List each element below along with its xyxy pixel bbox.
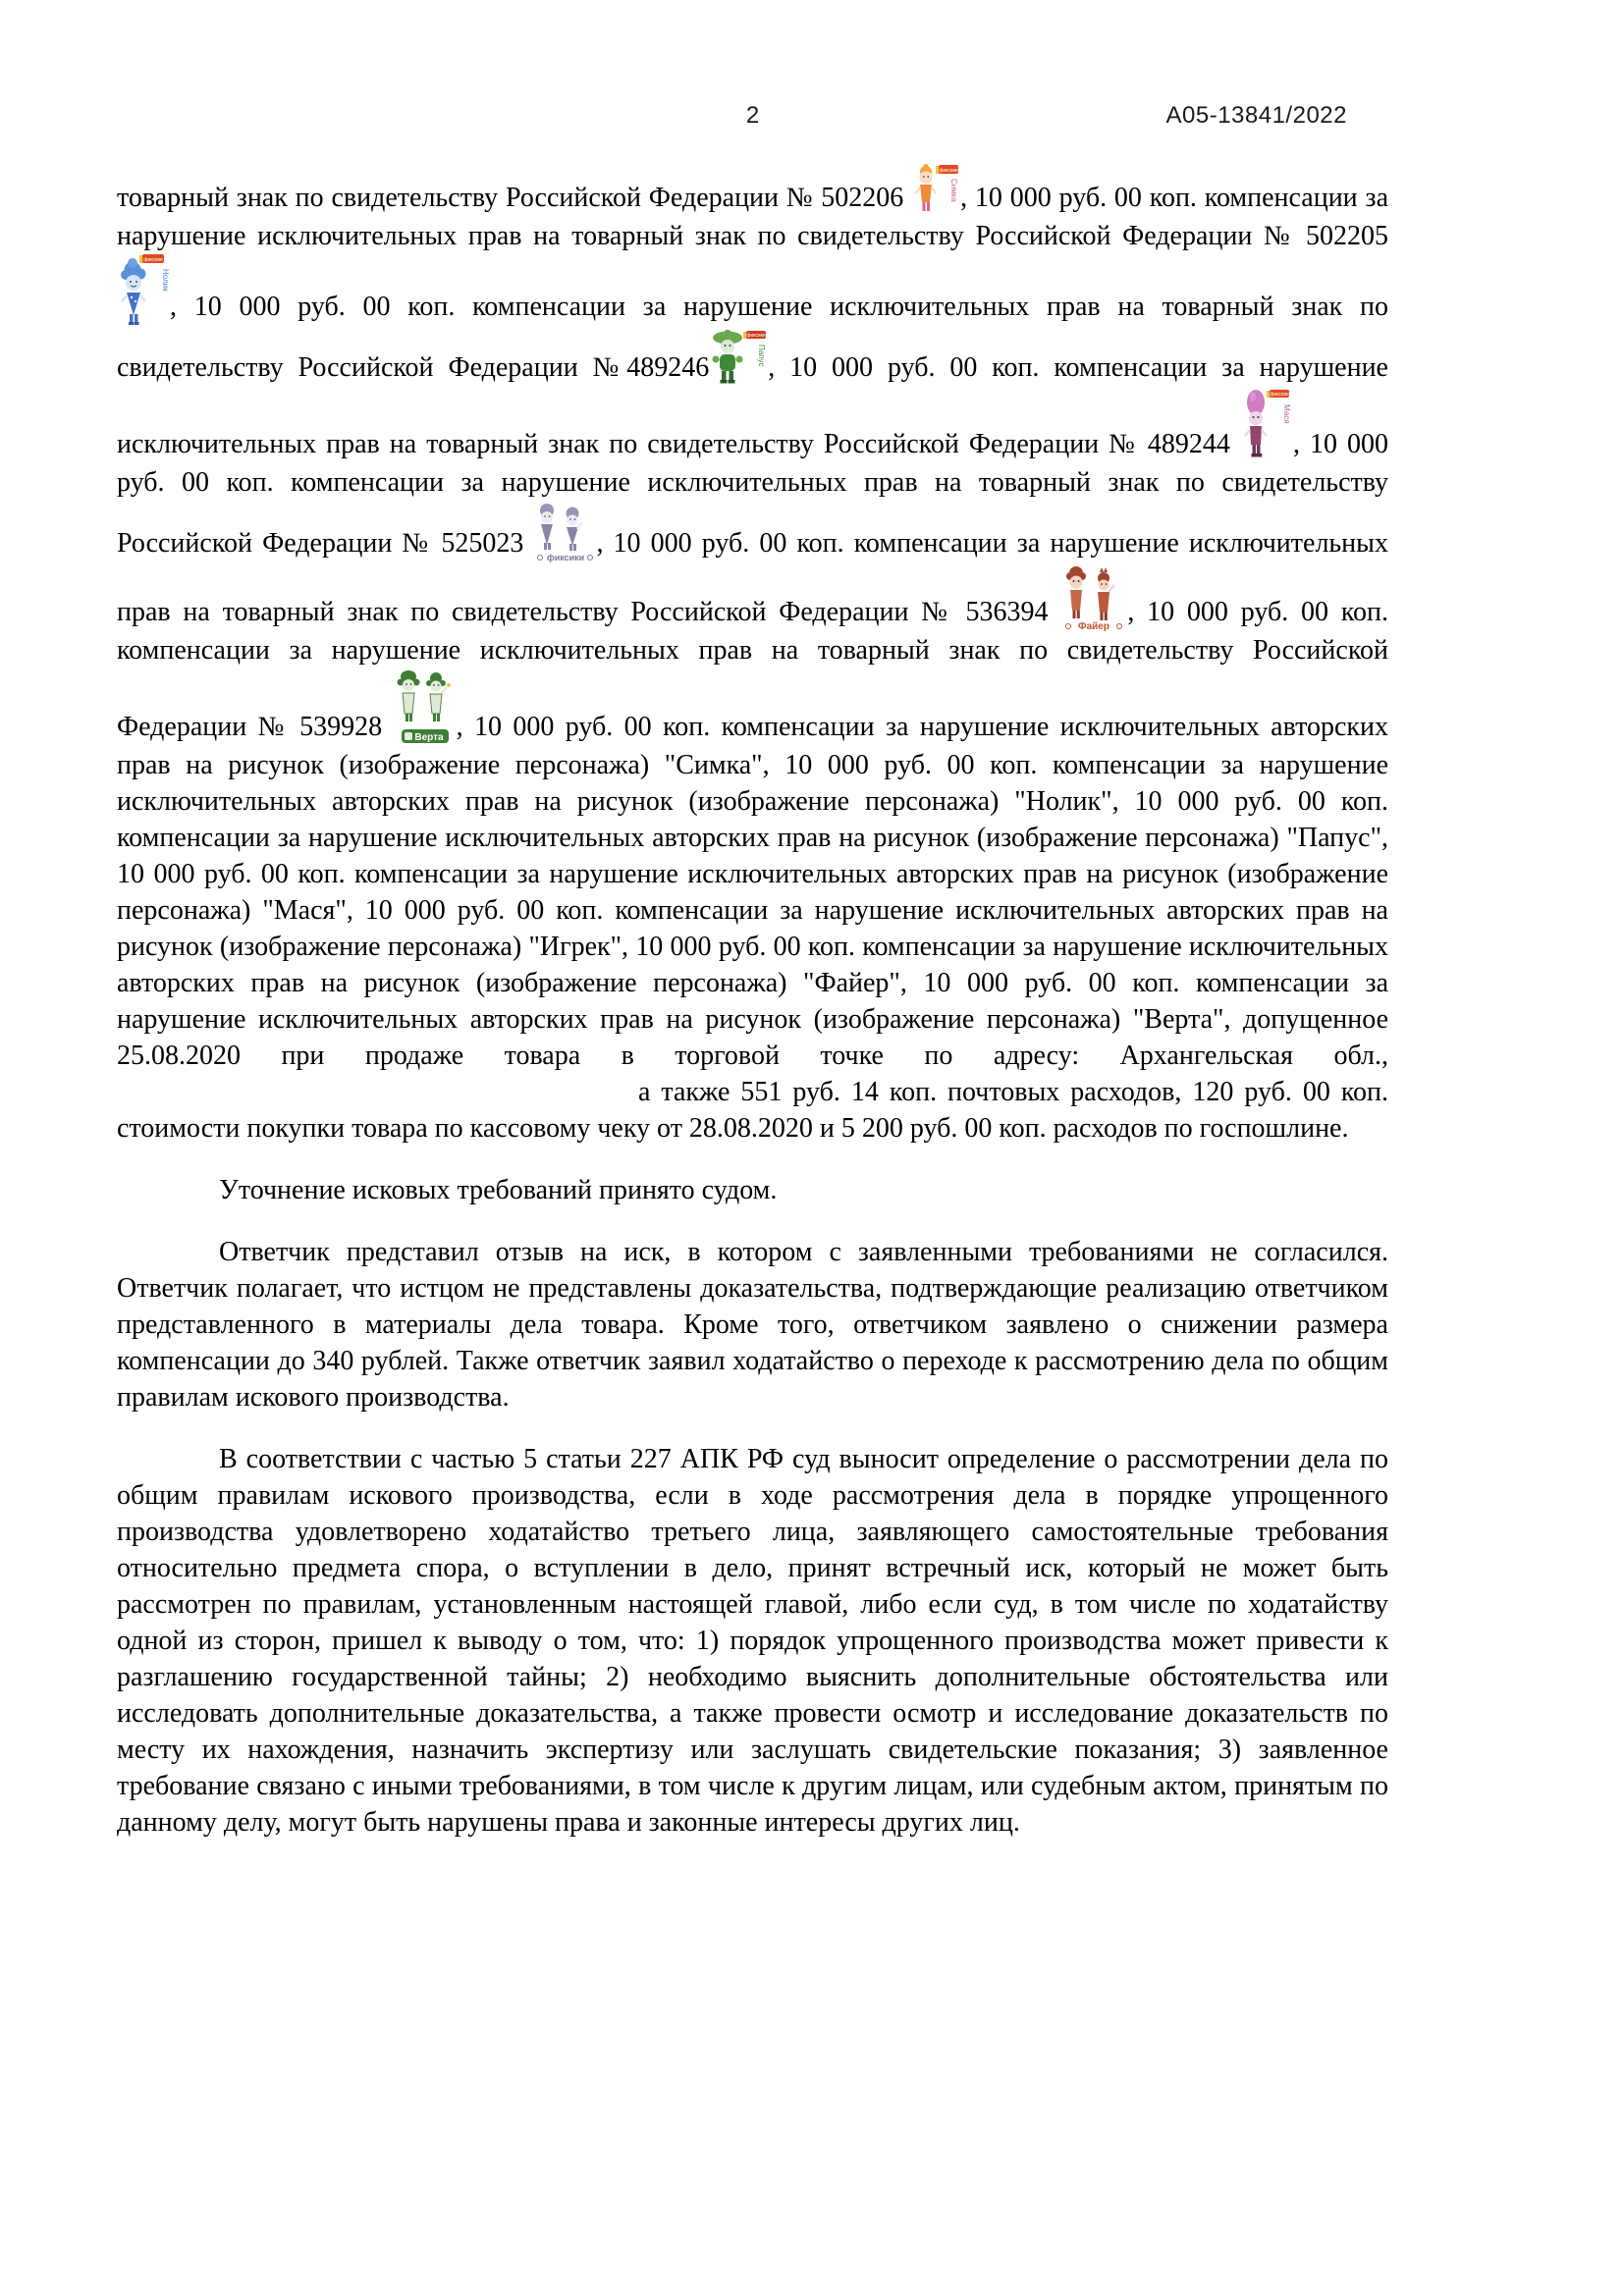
text-run: , 10 000 руб. 00 коп. компенсации за нарушение исключительных прав на товарный знак по свидетельству Российской Федерации № 539928 [117,597,1388,742]
paragraph-claims [117,163,1388,1147]
svg-text:Верта: Верта [413,732,444,743]
svg-text:Симка: Симка [949,179,959,202]
svg-text:Папус: Папус [757,345,767,367]
case-number: А05-13841/2022 [1165,102,1347,129]
fixies-duo-trademark-icon [533,501,596,563]
text-run: , 10 000 руб. 00 коп. компенсации за нарушение исключительных прав на товарный знак по свидетельству Российской Федерации № 489244 [117,352,1388,459]
paragraph-defendant-response: Ответчик представил отзыв на иск, в котором с заявленными требованиями не согласился. Ответчик полагает, что истцом не представлены доказательства, подтверждающие реализацию ответчиком представленного в материалы дела товара. Кроме того, ответчиком заявлено о снижении размера компенсации до 340 рублей. Также ответчик заявил ходатайство о переходе к рассмотрению дела по общим правилам искового производства. [117,1237,1388,1413]
fayer-duo-trademark-icon [1060,563,1127,632]
papus-trademark-icon [709,327,768,388]
svg-text:Мася: Мася [1281,404,1291,424]
paragraph-clarification: Уточнение исковых требований принято судом. [219,1175,778,1205]
verta-duo-trademark-icon [394,668,457,747]
text-run: товарный знак по свидетельству Российской Федерации № 502206 [117,183,912,213]
svg-text:фиксики: фиксики [143,257,163,263]
paragraph-apk-227: В соответствии с частью 5 статьи 227 АПК РФ суд выносит определение о рассмотрении дела по общим правилам искового производства, если в ходе рассмотрения дела в порядке упрощенного производства удовлетворено ходатайство третьего лица, заявляющего самостоятельные требования относительно предмета спора, о вступлении в дело, принят встречный иск, который не может быть рассмотрен по правилам, установленным настоящей главой, либо если суд, в том числе по ходатайству одной из сторон, пришел к выводу о том, что: 1) порядок упрощенного производства может привести к разглашению государственной тайны; 2) необходимо выяснить дополнительные обстоятельства или исследовать дополнительные доказательства, а также провести осмотр и исследование доказательств по месту их нахождения, назначить экспертизу или заслушать свидетельские показания; 3) заявленное требование связано с иными требованиями, в том числе к другим лицам, или судебным актом, принятым по данному делу, могут быть нарушены права и законные интересы других лиц. [117,1444,1388,1838]
redacted-address-gap [117,1098,627,1100]
document-body [117,163,1388,1841]
text-run: , 10 000 руб. 00 коп. компенсации за нарушение исключительных прав на товарный знак по свидетельству Российской Федерации №489246 [117,292,1388,383]
nolik-trademark-icon [117,254,170,327]
page-header [117,102,1388,135]
simka-trademark-icon [911,163,960,218]
svg-text:фиксики: фиксики [939,168,958,174]
text-run: , 10 000 руб. 00 коп. компенсации за нарушение исключительных авторских прав на рисунок (изображение персонажа) "Симка", 10 000 руб. 00 коп. компенсации за нарушение исключительных авторских прав на рисунок (изображение персонажа) "Нолик", 10 000 руб. 00 коп. компенсации за нарушение исключительных авторских прав на рисунок (изображение персонажа) "Папус", 10 000 руб. 00 коп. компенсации за нарушение исключительных авторских прав на рисунок (изображение персонажа) "Мася", 10 000 руб. 00 коп. компенсации за нарушение исключительных авторских прав на рисунок (изображение персонажа) "Игрек", 10 000 руб. 00 коп. компенсации за нарушение исключительных авторских прав на рисунок (изображение персонажа) "Файер", 10 000 руб. 00 коп. компенсации за нарушение исключительных авторских прав на рисунок (изображение персонажа) "Верта", допущенное 25.08.2020 при продаже товара в торговой точке по адресу: Архангельская обл., [117,712,1389,1071]
svg-text:фиксики: фиксики [547,553,585,562]
svg-text:Файер: Файер [1078,621,1110,632]
page-number: 2 [745,102,760,129]
svg-text:фиксики: фиксики [1270,392,1289,398]
svg-text:Нолик: Нолик [161,269,170,292]
svg-text:фиксики: фиксики [746,333,766,339]
text-run: , 10 000 руб. 00 коп. компенсации за нарушение исключительных прав на товарный знак по свидетельству Российской Федерации № 536394 [117,528,1388,627]
text-run: , 10 000 руб. 00 коп. компенсации за нарушение исключительных прав на товарный знак по свидетельству Российской Федерации № 502205 [117,183,1388,251]
masya-trademark-icon [1240,388,1293,464]
text-run: а также 551 руб. 14 коп. почтовых расходов, 120 руб. 00 коп. стоимости покупки товара по кассовому чеку от 28.08.2020 и 5 200 руб. 00 коп. расходов по госпошлине. [117,1077,1388,1144]
text-run: , 10 000 руб. 00 коп. компенсации за нарушение исключительных прав на товарный знак по свидетельству Российской Федерации № 525023 [117,429,1388,559]
